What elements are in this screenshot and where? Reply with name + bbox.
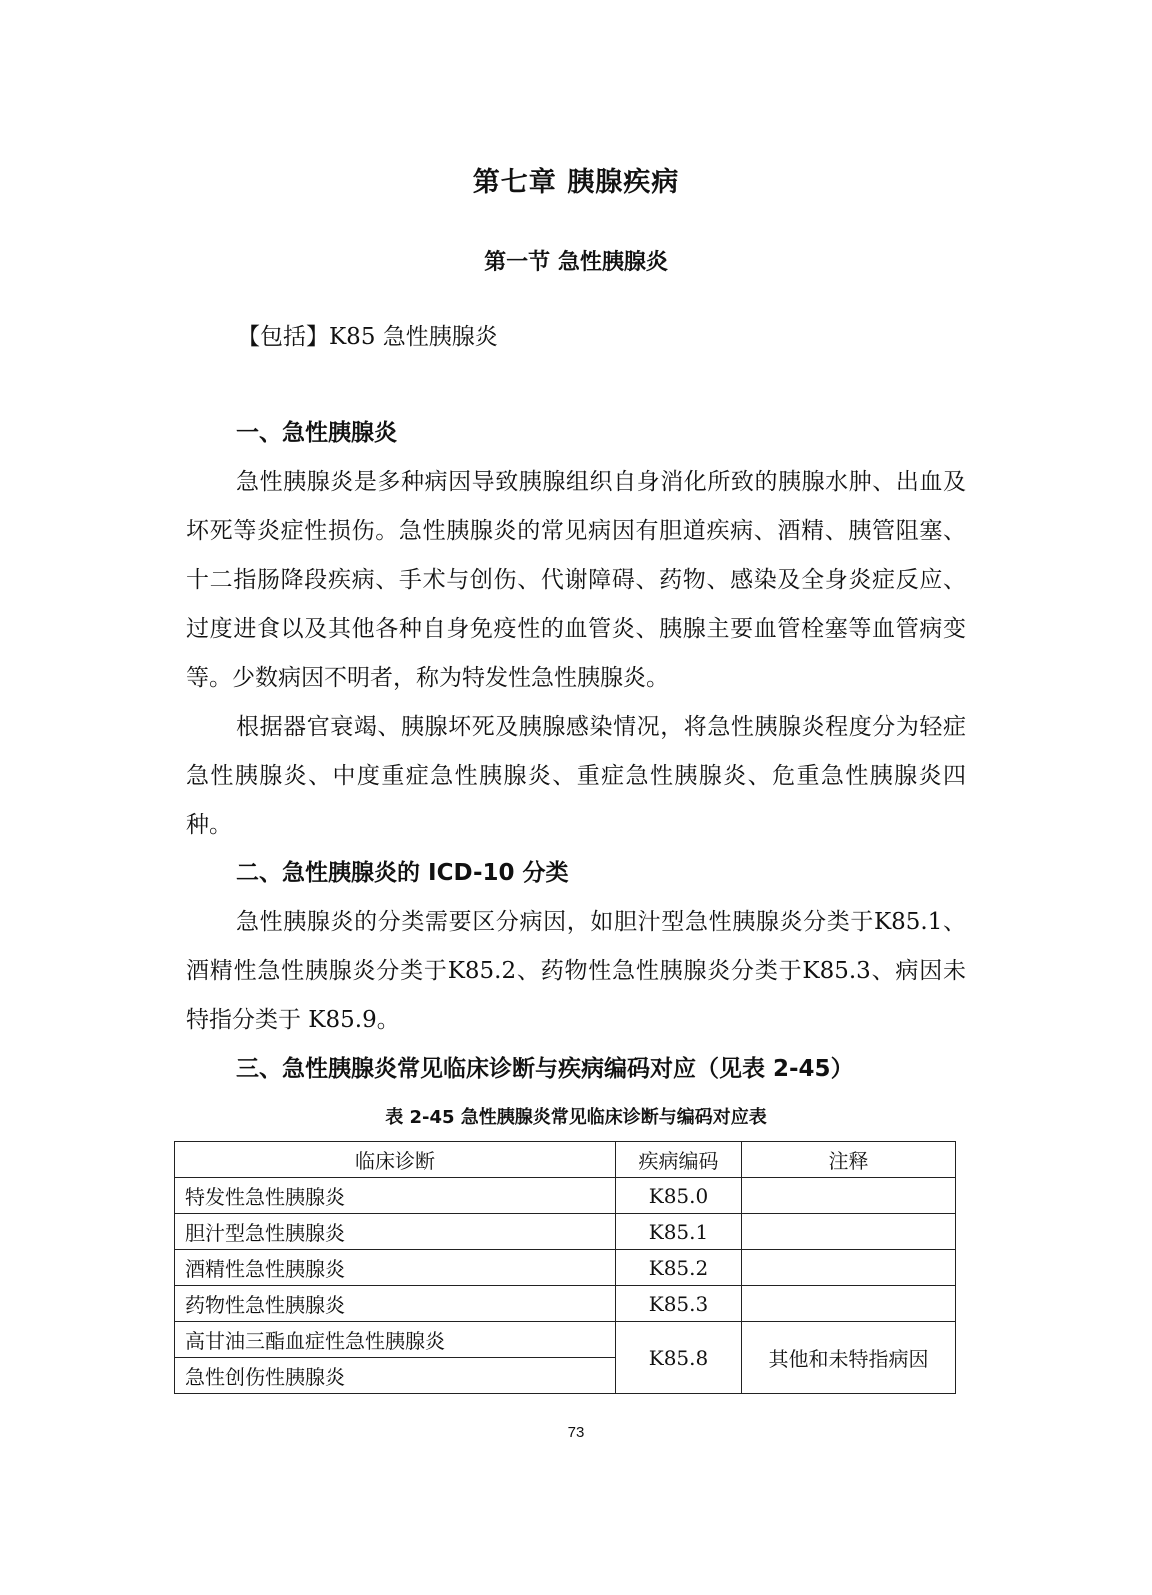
section-1-paragraph-2: 根据器官衰竭、胰腺坏死及胰腺感染情况，将急性胰腺炎程度分为轻症急性胰腺炎、中度重症急性胰腺炎、重症急性胰腺炎、危重急性胰腺炎四种。	[186, 714, 966, 838]
section-3	[186, 1045, 966, 1094]
table-row	[175, 1214, 956, 1250]
section-2-heading: 二、急性胰腺炎的 ICD-10 分类	[236, 860, 569, 886]
cell-code: K85.0	[616, 1178, 742, 1214]
section-2-paragraph-1: 急性胰腺炎的分类需要区分病因，如胆汁型急性胰腺炎分类于K85.1、酒精性急性胰腺炎分类于K85.2、药物性急性胰腺炎分类于K85.3、病因未特指分类于 K85.9。	[186, 909, 966, 1033]
table-row	[175, 1250, 956, 1286]
section-1-paragraph-1: 急性胰腺炎是多种病因导致胰腺组织自身消化所致的胰腺水肿、出血及坏死等炎症性损伤。急性胰腺炎的常见病因有胆道疾病、酒精、胰管阻塞、十二指肠降段疾病、手术与创伤、代谢障碍、药物、感染及全身炎症反应、过度进食以及其他各种自身免疫性的血管炎、胰腺主要血管栓塞等血管病变等。少数病因不明者，称为特发性急性胰腺炎。	[186, 469, 966, 691]
cell-diagnosis: 酒精性急性胰腺炎	[175, 1250, 616, 1286]
header-code: 疾病编码	[616, 1142, 742, 1178]
section-1-heading: 一、急性胰腺炎	[236, 420, 397, 446]
table-caption: 表 2-45 急性胰腺炎常见临床诊断与编码对应表	[385, 1107, 767, 1128]
cell-diagnosis: 特发性急性胰腺炎	[175, 1178, 616, 1214]
cell-diagnosis: 药物性急性胰腺炎	[175, 1286, 616, 1322]
cell-code: K85.2	[616, 1250, 742, 1286]
cell-diagnosis: 胆汁型急性胰腺炎	[175, 1214, 616, 1250]
cell-note	[742, 1250, 956, 1286]
chapter-title: 第七章 胰腺疾病	[472, 167, 680, 198]
cell-diagnosis: 高甘油三酯血症性急性胰腺炎	[175, 1322, 616, 1358]
table-row	[175, 1178, 956, 1214]
includes-line: 【包括】K85 急性胰腺炎	[237, 324, 498, 350]
section-1	[186, 409, 966, 850]
section-3-heading: 三、急性胰腺炎常见临床诊断与疾病编码对应（见表 2-45）	[236, 1056, 854, 1082]
table-row	[175, 1286, 956, 1322]
section-2	[186, 849, 966, 1045]
cell-code: K85.3	[616, 1286, 742, 1322]
header-diagnosis: 临床诊断	[175, 1142, 616, 1178]
table-row	[175, 1322, 956, 1358]
cell-code: K85.1	[616, 1214, 742, 1250]
cell-note	[742, 1286, 956, 1322]
cell-note	[742, 1214, 956, 1250]
table-header-row	[175, 1142, 956, 1178]
cell-note	[742, 1178, 956, 1214]
section-title: 第一节 急性胰腺炎	[484, 250, 668, 275]
cell-note-merged: 其他和未特指病因	[742, 1322, 956, 1394]
page-number: 73	[567, 1424, 585, 1441]
diagnosis-code-table	[174, 1141, 956, 1394]
cell-diagnosis: 急性创伤性胰腺炎	[175, 1358, 616, 1394]
cell-code-merged: K85.8	[616, 1322, 742, 1394]
header-note: 注释	[742, 1142, 956, 1178]
